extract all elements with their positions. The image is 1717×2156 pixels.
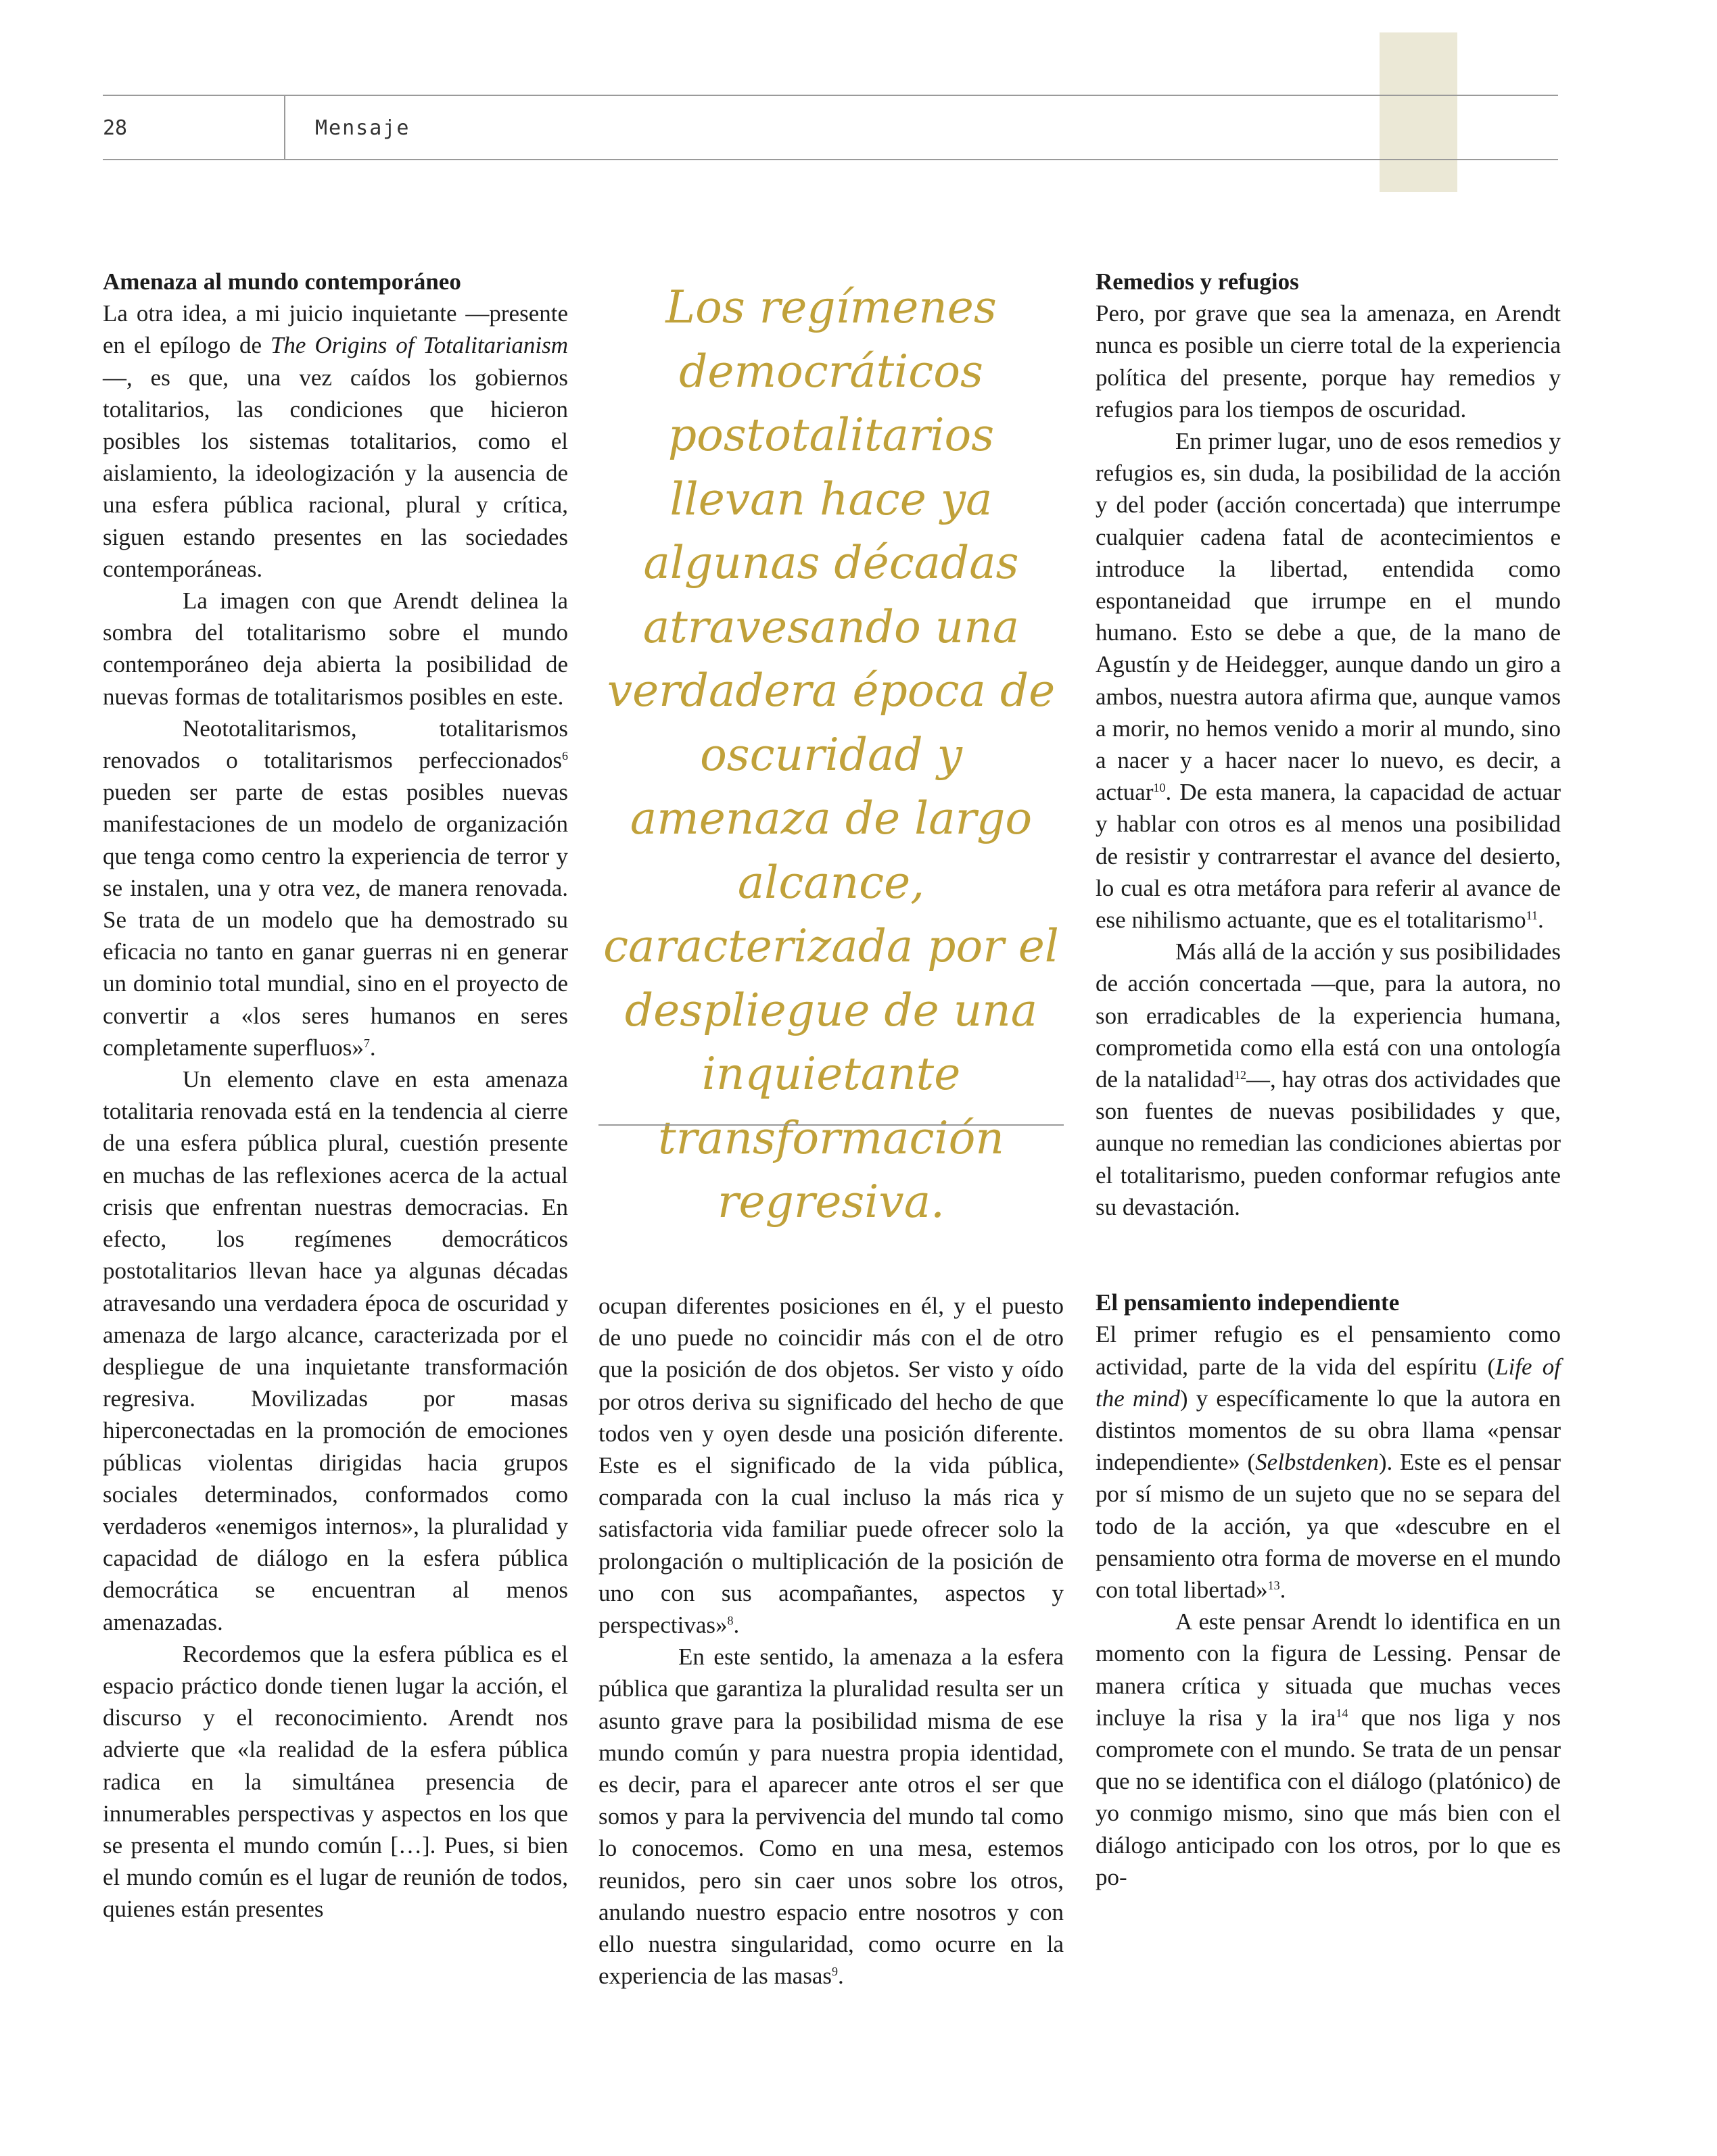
paragraph: La imagen con que Arendt delinea la sombra del totalitarismo sobre el mundo contemporáneo deja abierta la posibilidad de nuevas formas de totalitarismos posibles en este. (103, 588, 568, 710)
page-tab-marker (1380, 32, 1457, 192)
footnote-ref: 8 (727, 1614, 734, 1628)
paragraph (103, 297, 568, 585)
footnote-ref: 11 (1526, 909, 1538, 923)
text-span: En primer lugar, uno de esos remedios y refugios es, sin duda, la posibilidad de la acción y del poder (acción concertada) que interrumpe cualquier cadena fatal de acontecimientos e introduce la libertad, entendida como espontaneidad que irrumpe en el mundo humano. Esto se debe a que, de la mano de Agustín y de Heidegger, aunque dando un giro a ambos, nuestra autora afirma que, aunque vamos a morir, no hemos venido a morir al mundo, sino a nacer y a hacer nacer lo nuevo, es decir, a actuar (1096, 428, 1561, 806)
paragraph: Pero, por grave que sea la amenaza, en Arendt nunca es posible un cierre total de la experiencia política del presente, porque hay remedios y refugios para los tiempos de oscuridad. (1096, 300, 1561, 423)
text-span: que nos liga y nos compromete con el mundo. Se trata de un pensar que no se identifica con el diálogo (platónico) de yo conmigo mismo, sino que más bien con el diálogo anticipado con los otros, por lo que es po- (1096, 1704, 1561, 1890)
text-span: —, es que, una vez caídos los gobiernos totalitarios, las condiciones que hicieron posibles los sistemas totalitarios, como el aislamiento, la ideologización y la ausencia de una esfera pública racional, plural y crítica, siguen estando presentes en las sociedades contemporáneas. (103, 364, 568, 582)
paragraph (1096, 1318, 1561, 1606)
text-span: . (733, 1612, 740, 1639)
paragraph: Un elemento clave en esta amenaza totalitaria renovada está en la tendencia al cierre de una esfera pública plural, cuestión presente en muchas de las reflexiones acerca de la actual crisis que enfrentan nuestras democracias. En efecto, los regímenes democráticos postotalitarios llevan hace ya algunas décadas atravesando una verdadera época de oscuridad y amenaza de largo alcance, caracterizada por el despliegue de una inquietante transformación regresiva. Movilizadas por masas hiperconectadas en la promoción de emociones públicas violentas dirigidas hacia grupos sociales determinados, conformados como verdaderos «enemigos internos», la pluralidad y capacidad de diálogo en la esfera pública democrática se encuentran al menos amenazadas. (103, 1066, 568, 1635)
pull-quote-rule (598, 1124, 1064, 1126)
header-rule-top (103, 95, 1558, 96)
footnote-ref: 9 (831, 1965, 838, 1979)
column-left (103, 266, 568, 1925)
pull-quote: Los regímenes democráticos postotalitarios llevan hace ya algunas décadas atravesando una verdadera época de oscuridad y amenaza de largo alcance, caracterizada por el despliegue de una inquietante transformación regresiva. (603, 281, 1059, 1228)
text-span: —, hay otras dos actividades que son fuentes de nuevas posibilidades y que, aunque no remedian las condiciones abiertas por el totalitarismo, pueden conformar refugios ante su devastación. (1096, 1066, 1561, 1220)
text-span: . (1537, 907, 1544, 934)
text-span: El primer refugio es el pensamiento como actividad, parte de la vida del espíritu ( (1096, 1321, 1561, 1380)
text-span: ) y específicamente lo que la autora en distintos momentos de su obra llama «pensar independiente» ( (1096, 1385, 1561, 1476)
footnote-ref: 6 (562, 749, 568, 763)
footnote-ref: 12 (1234, 1068, 1247, 1082)
footnote-ref: 13 (1267, 1578, 1280, 1592)
heading-amenaza: Amenaza al mundo contemporáneo (103, 268, 461, 295)
footnote-ref: 10 (1153, 781, 1166, 795)
paragraph (1096, 936, 1561, 1223)
text-span: . (1279, 1576, 1286, 1603)
text-span: pueden ser parte de estas posibles nuevas manifestaciones de un modelo de organización que tenga como centro la experiencia de terror y se instalen, una y otra vez, de manera renovada. Se trata de un modelo que ha demostrado su eficacia no tanto en ganar guerras ni en generar un dominio total mundial, sino en el proyecto de convertir a «los seres humanos en seres completamente superfluos» (103, 779, 568, 1061)
footnote-ref: 7 (363, 1036, 370, 1050)
paragraph (103, 713, 568, 1063)
paragraph: Recordemos que la esfera pública es el espacio práctico donde tienen lugar la acción, el discurso y el reconocimiento. Arendt nos advierte que «la realidad de la esfera pública radica en la simultánea presencia de innumerables perspectivas y aspectos en los que se presenta el mundo común […]. Pues, si bien el mundo común es el lugar de reunión de todos, quienes están presentes (103, 1640, 568, 1923)
book-title: The Origins of Totalitarianism (270, 332, 569, 359)
page-number: 28 (103, 116, 128, 140)
paragraph (1096, 425, 1561, 936)
paragraph (598, 1290, 1064, 1641)
column-right (1096, 266, 1561, 1893)
paragraph (1096, 1606, 1561, 1893)
footnote-ref: 14 (1336, 1706, 1348, 1720)
heading-pensamiento: El pensamiento independiente (1096, 1289, 1400, 1316)
header-rule-bottom (103, 159, 1558, 160)
text-span: A este pensar Arendt lo identifica en un momento con la figura de Lessing. Pensar de manera crítica y situada que muchas veces incluye la risa y la ira (1096, 1608, 1561, 1731)
text-span: La otra idea, a mi juicio inquietante —presente en el epílogo de (103, 300, 568, 359)
section-name: Mensaje (315, 116, 410, 140)
text-span: En este sentido, la amenaza a la esfera pública que garantiza la pluralidad resulta ser un asunto grave para la posibilidad misma de ese mundo común y para nuestra propia identidad, es decir, para el aparecer ante otros el ser que somos y para la pervivencia del mundo tal como lo conocemos. Como en una mesa, estemos reunidos, pero sin caer unos sobre los otros, anulando nuestro espacio entre nosotros y con ello nuestra singularidad, como ocurre en la experiencia de las masas (598, 1644, 1064, 1990)
heading-remedios: Remedios y refugios (1096, 268, 1299, 295)
text-span: ). Este es el pensar por sí mismo de un sujeto que no se separa del todo de la acción, ya que «descubre en el pensamiento otra forma de moverse en el mundo con total libertad» (1096, 1449, 1561, 1603)
text-span: . De esta manera, la capacidad de actuar y hablar con otros es al menos una posibilidad de resistir y contrarrestar el avance del desierto, lo cual es otra metáfora para referir al avance de ese nihilismo actuante, que es el totalitarismo (1096, 779, 1561, 934)
text-span: . (369, 1034, 376, 1061)
text-span: Neototalitarismos, totalitarismos renovados o totalitarismos perfeccionados (103, 715, 568, 774)
text-span: ocupan diferentes posiciones en él, y el puesto de uno puede no coincidir más con el de otro que la posición de dos objetos. Ser visto y oído por otros deriva su significado del hecho de que todos ven y oyen desde una posición diferente. Este es el significado de la vida pública, comparada con la cual incluso la más rica y satisfactoria vida familiar puede ofrecer solo la prolongación o multiplicación de la posición de uno con sus acompañantes, aspectos y perspectivas» (598, 1293, 1064, 1639)
header-divider (284, 95, 285, 159)
term-italic: Selbstdenken (1255, 1449, 1379, 1476)
text-span: . (837, 1963, 844, 1990)
book-title: Life of the mind (1096, 1353, 1561, 1412)
text-span: Más allá de la acción y sus posibilidades de acción concertada —que, para la autora, no son erradicables de la experiencia humana, comprometida como ella está con una ontología de la natalidad (1096, 938, 1561, 1093)
paragraph (598, 1641, 1064, 1992)
column-middle (598, 1290, 1064, 1992)
